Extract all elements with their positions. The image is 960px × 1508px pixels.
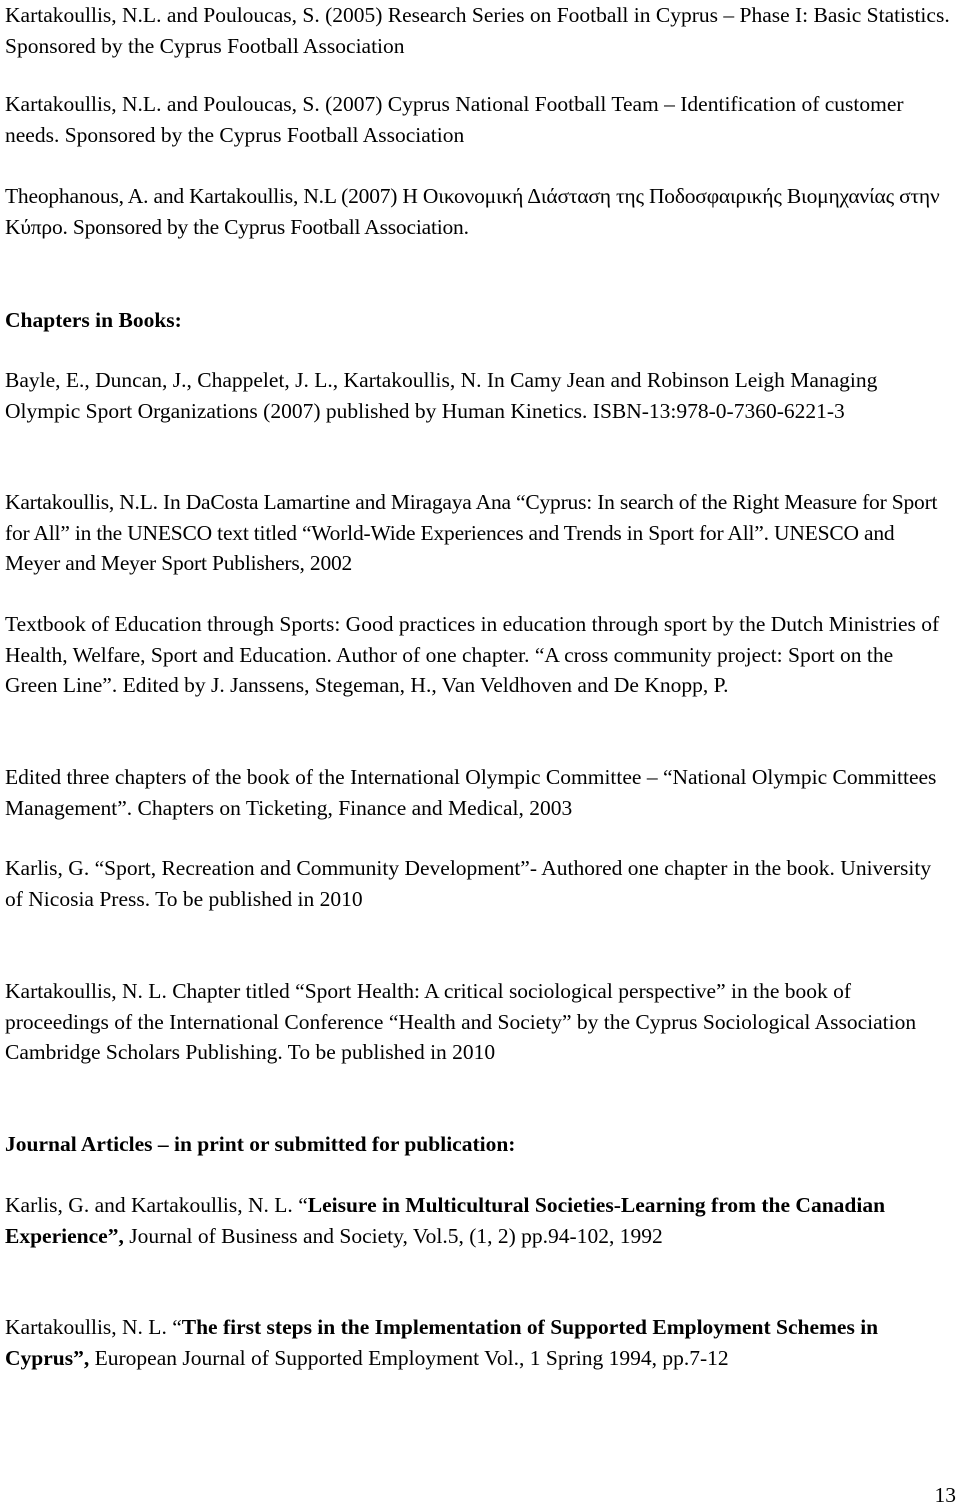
journal-article-2 <box>5 1312 950 1373</box>
chapter-entry-5: Karlis, G. “Sport, Recreation and Community Development”- Authored one chapter in the book. University of Nicosia Press. To be published in 2010 <box>5 856 932 911</box>
article-title: The first steps in the Implementation of Supported Employment Schemes in Cyprus”, <box>5 1315 879 1370</box>
chapter-entry-4: Edited three chapters of the book of the International Olympic Committee – “National Olympic Committees Management”. Chapters on Ticketing, Finance and Medical, 2003 <box>5 765 937 820</box>
article-authors: Karlis, G. and Kartakoullis, N. L. <box>5 1193 299 1217</box>
article-open-quote: “ <box>298 1193 308 1217</box>
article-title: Leisure in Multicultural Societies-Learning from the Canadian Experience”, <box>5 1193 886 1248</box>
journal-heading <box>5 1129 950 1160</box>
reference-report-1: Kartakoullis, N.L. and Pouloucas, S. (2005) Research Series on Football in Cyprus – Phase I: Basic Statistics. Sponsored by the Cyprus Football Association <box>5 3 950 58</box>
article-source: European Journal of Supported Employment Vol., 1 Spring 1994, pp.7-12 <box>89 1345 729 1370</box>
chapter-entry-3: Textbook of Education through Sports: Good practices in education through sport by the Dutch Ministries of Health, Welfare, Sport and Education. Author of one chapter. “A cross community project: Sport on the Green Line”. Edited by J. Janssens, Stegeman, H., Van Veldhoven and De Knopp, P. <box>5 612 940 697</box>
article-source: Journal of Business and Society, Vol.5, (1, 2) pp.94-102, 1992 <box>123 1223 663 1248</box>
page-number: 13 <box>934 1483 956 1507</box>
article-open-quote: “ <box>172 1315 182 1339</box>
reference-report-2: Kartakoullis, N.L. and Pouloucas, S. (2007) Cyprus National Football Team – Identification of customer needs. Sponsored by the Cyprus Football Association <box>5 92 904 147</box>
chapters-heading <box>5 305 950 336</box>
journal-article-1 <box>5 1190 950 1251</box>
reference-report-3: Theophanous, A. and Kartakoullis, N.L (2007) Η Οικονομική Διάσταση της Ποδοσφαιρικής Βιομηχανίας στην Κύπρο. Sponsored by the Cyprus Football Association. <box>5 184 940 239</box>
article-authors: Kartakoullis, N. L. <box>5 1315 173 1339</box>
journal-heading-text: Journal Articles – in print or submitted for publication: <box>5 1132 516 1156</box>
chapter-entry-6: Kartakoullis, N. L. Chapter titled “Sport Health: A critical sociological perspective” in the book of proceedings of the International Conference “Health and Society” by the Cyprus Sociological Association Cambridge Scholars Publishing. To be published in 2010 <box>5 979 917 1064</box>
chapter-entry-1: Bayle, E., Duncan, J., Chappelet, J. L., Kartakoullis, N. In Camy Jean and Robinson Leigh Managing Olympic Sport Organizations (2007) published by Human Kinetics. ISBN-13:978-0-7360-6221-3 <box>5 368 878 423</box>
chapters-heading-text: Chapters in Books: <box>5 308 182 332</box>
chapter-entry-2: Kartakoullis, N.L. In DaCosta Lamartine and Miragaya Ana “Cyprus: In search of the Right Measure for Sport for All” in the UNESCO text titled “World-Wide Experiences and Trends in Sport for All”. UNESCO and Meyer and Meyer Sport Publishers, 2002 <box>5 490 938 575</box>
